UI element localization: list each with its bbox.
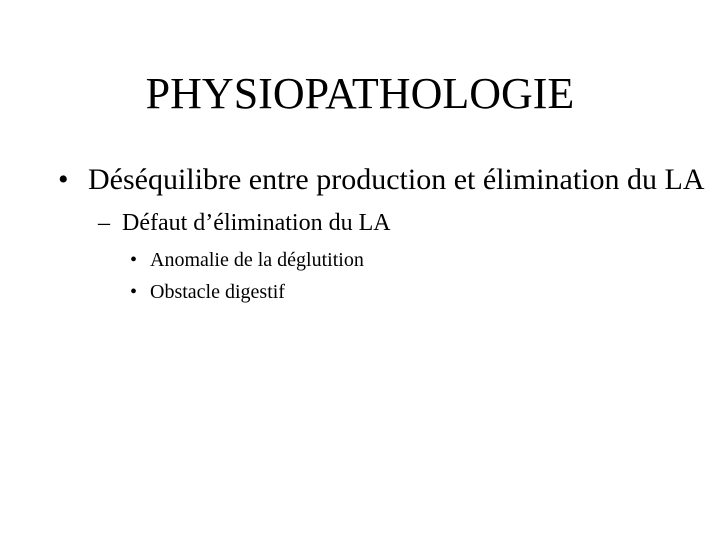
bullet-text: Obstacle digestif [150, 281, 285, 303]
bullet-text: Défaut d’élimination du LA [122, 210, 391, 236]
bullet-marker: • [58, 163, 69, 196]
bullet-item-level3 [130, 276, 720, 308]
bullet-item-level2 [98, 208, 720, 238]
bullet-list [0, 162, 720, 308]
bullet-item-level1 [58, 162, 708, 198]
bullet-text: Déséquilibre entre production et élimination du LA [88, 163, 705, 196]
dash-marker: – [98, 210, 110, 236]
bullet-item-level3 [130, 244, 720, 276]
bullet-marker: • [130, 249, 138, 271]
bullet-text: Anomalie de la déglutition [150, 249, 364, 271]
slide-title: PHYSIOPATHOLOGIE [145, 69, 575, 118]
bullet-marker: • [130, 281, 138, 303]
